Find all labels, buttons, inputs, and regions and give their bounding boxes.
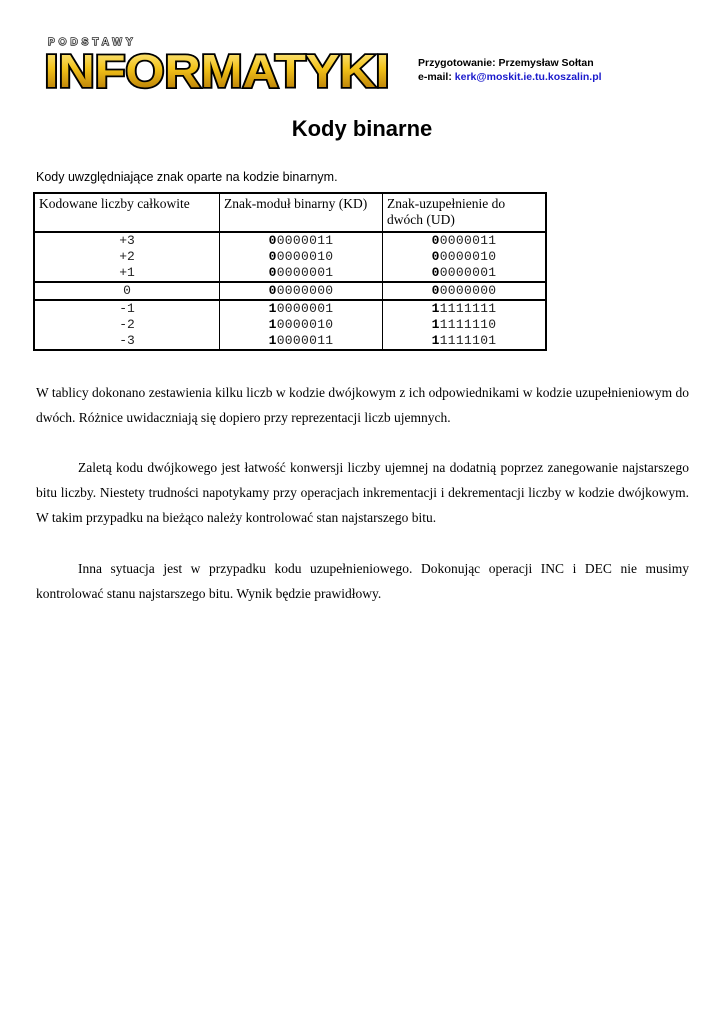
sign-bit: 1 [431,333,440,348]
magnitude-bits: 0000010 [276,249,334,264]
cell-kd [220,333,383,350]
magnitude-bits: 0000011 [276,233,334,248]
cell-kd [220,265,383,282]
cell-value: -2 [34,317,220,333]
magnitude-bits: 0000001 [439,265,497,280]
sign-bit: 0 [268,233,277,248]
sign-bit: 1 [268,333,277,348]
prepared-by: Przygotowanie: Przemysław Sołtan [418,57,594,69]
magnitude-bits: 1111101 [439,333,497,348]
cell-ud [383,265,547,282]
page-title: Kody binarne [291,116,433,141]
header-kd: Znak-moduł binarny (KD) [220,193,383,232]
paragraph-2: Zaletą kodu dwójkowego jest łatwość konwersji liczby ujemnej na dodatnią poprzez zanegowanie najstarszego bitu liczby. Niestety trudności napotykamy przy operacjach inkrementacji i dekrementacji liczby w kodzie dwójkowym. W takim przypadku na bieżąco należy kontrolować stan najstarszego bitu. [36,460,689,525]
email-line [418,70,602,84]
table-row [34,232,546,249]
email-link[interactable]: kerk@moskit.ie.tu.koszalin.pl [454,71,602,83]
cell-kd [220,300,383,317]
magnitude-bits: 0000011 [276,333,334,348]
sign-bit: 0 [431,265,440,280]
intro-text: Kody uwzględniające znak oparte na kodzie binarnym. [36,170,338,184]
cell-kd [220,282,383,300]
table-row [34,300,546,317]
cell-value: -1 [34,300,220,317]
sign-bit: 1 [431,317,440,332]
logo-main-text: INFORMATYKI [44,45,390,94]
sign-bit: 0 [268,283,277,298]
magnitude-bits: 0000000 [439,283,497,298]
author-info [418,56,602,84]
cell-ud [383,333,547,350]
sign-bit: 1 [268,301,277,316]
logo [40,36,395,94]
cell-ud [383,300,547,317]
magnitude-bits: 0000001 [276,301,334,316]
cell-kd [220,249,383,265]
table-row [34,282,546,300]
sign-bit: 0 [268,249,277,264]
magnitude-bits: 0000000 [276,283,334,298]
magnitude-bits: 0000001 [276,265,334,280]
table-header-row [34,193,546,232]
cell-value: +3 [34,232,220,249]
cell-ud [383,249,547,265]
codes-table [33,192,547,351]
table-row [34,249,546,265]
sign-bit: 0 [268,265,277,280]
email-label: e-mail: [418,71,452,83]
sign-bit: 1 [268,317,277,332]
cell-value: -3 [34,333,220,350]
magnitude-bits: 0000010 [276,317,334,332]
paragraph-1: W tablicy dokonano zestawienia kilku liczb w kodzie dwójkowym z ich odpowiednikami w kodzie uzupełnieniowym do dwóch. Różnice uwidaczniają się dopiero przy reprezentacji liczb ujemnych. [36,385,689,425]
paragraph-3: Inna sytuacja jest w przypadku kodu uzupełnieniowego. Dokonując operacji INC i DEC nie musimy kontrolować stanu najstarszego bitu. Wynik będzie prawidłowy. [36,561,689,601]
table-row [34,333,546,350]
cell-value: +1 [34,265,220,282]
cell-ud [383,232,547,249]
cell-ud [383,317,547,333]
sign-bit: 0 [431,233,440,248]
magnitude-bits: 0000010 [439,249,497,264]
sign-bit: 0 [431,283,440,298]
logo-top-text: PODSTAWY [48,37,137,48]
sign-bit: 1 [431,301,440,316]
magnitude-bits: 1111110 [439,317,497,332]
table-row [34,265,546,282]
cell-kd [220,232,383,249]
cell-kd [220,317,383,333]
magnitude-bits: 0000011 [439,233,497,248]
header-ud: Znak-uzupełnienie do dwóch (UD) [383,193,547,232]
cell-value: +2 [34,249,220,265]
logo-graphic [40,36,395,94]
cell-value: 0 [34,282,220,300]
cell-ud [383,282,547,300]
header-integer: Kodowane liczby całkowite [34,193,220,232]
sign-bit: 0 [431,249,440,264]
table-row [34,317,546,333]
magnitude-bits: 1111111 [439,301,497,316]
